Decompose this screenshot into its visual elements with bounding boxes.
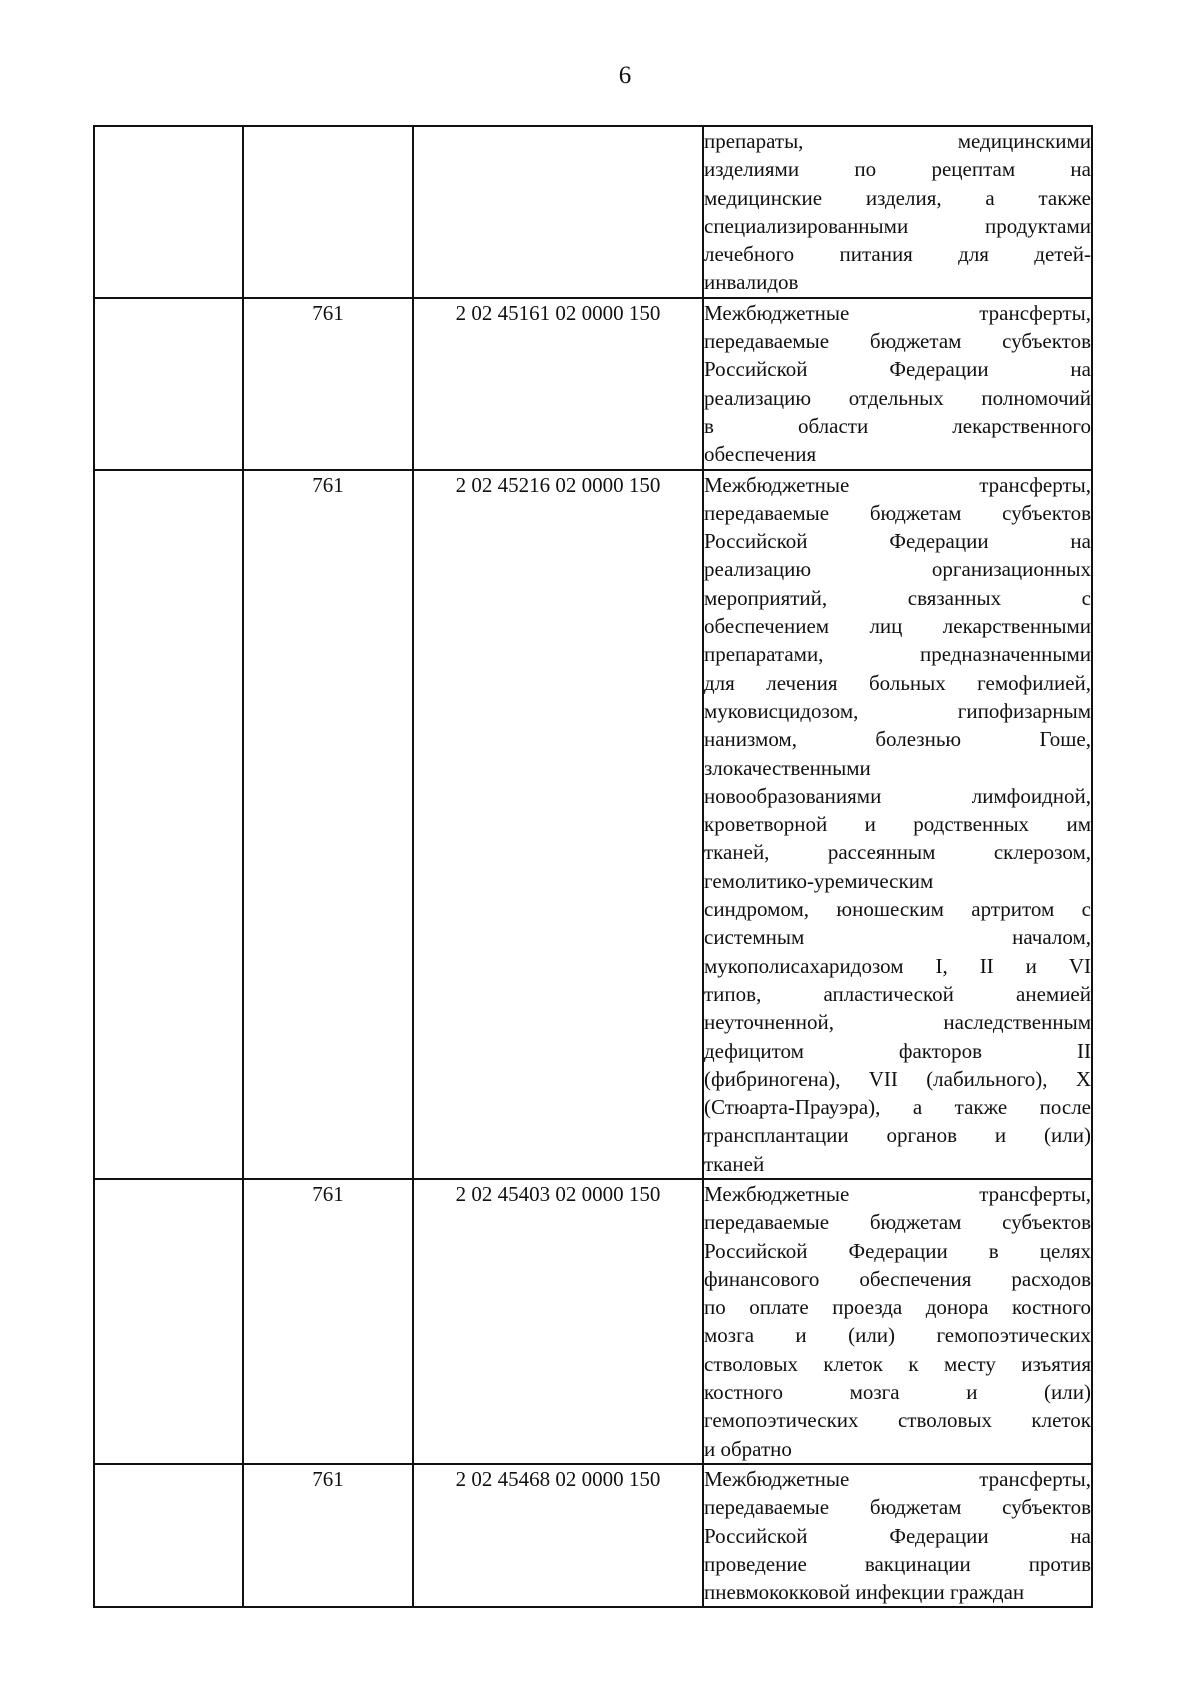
description-line: Межбюджетные трансферты, xyxy=(704,472,1091,497)
table-row xyxy=(94,1179,1092,1464)
table-body xyxy=(94,126,1092,1607)
description-line: по оплате проезда донора костного xyxy=(704,1295,1091,1320)
description-line: синдромом, юношеским артритом с xyxy=(704,897,1091,922)
description-cell xyxy=(703,1179,1092,1464)
description-line: неуточненной, наследственным xyxy=(704,1010,1091,1035)
description-cell xyxy=(703,126,1092,298)
description-line: стволовых клеток к месту изъятия xyxy=(704,1351,1091,1376)
empty-cell xyxy=(94,470,243,1179)
description-line: Российской Федерации на xyxy=(704,1523,1091,1548)
description-line: гемолитико-уремическим xyxy=(704,868,934,893)
description-line: Российской Федерации на xyxy=(704,357,1091,382)
description-line: финансового обеспечения расходов xyxy=(704,1266,1091,1291)
budget-codes-table xyxy=(93,125,1093,1608)
description-cell xyxy=(703,470,1092,1179)
budget-code-cell: 2 02 45216 02 0000 150 xyxy=(413,470,703,1179)
description-line: трансплантации органов и (или) xyxy=(704,1123,1091,1148)
description-line: Российской Федерации на xyxy=(704,529,1091,554)
description-line: изделиями по рецептам на xyxy=(704,157,1091,182)
description-line: передаваемые бюджетам субъектов xyxy=(704,1210,1091,1235)
description-line: (Стюарта-Прауэра), а также после xyxy=(704,1095,1091,1120)
table-row xyxy=(94,470,1092,1179)
description-line: и обратно xyxy=(704,1436,792,1461)
description-line: злокачественными xyxy=(704,755,871,780)
admin-code-cell: 761 xyxy=(243,1179,413,1464)
description-line: препараты, медицинскими xyxy=(704,129,1091,153)
admin-code-cell xyxy=(243,126,413,298)
budget-code-cell: 2 02 45403 02 0000 150 xyxy=(413,1179,703,1464)
description-line: системным началом, xyxy=(704,925,1091,950)
description-line: реализацию отдельных полномочий xyxy=(704,385,1091,410)
page-number: 6 xyxy=(618,62,632,89)
empty-cell xyxy=(94,298,243,470)
description-line: реализацию организационных xyxy=(704,557,1091,582)
description-line: дефицитом факторов II xyxy=(704,1038,1091,1063)
description-line: гемопоэтических стволовых клеток xyxy=(704,1408,1091,1433)
description-line: типов, апластической анемией xyxy=(704,981,1091,1006)
budget-code-cell: 2 02 45468 02 0000 150 xyxy=(413,1464,703,1607)
budget-code-cell xyxy=(413,126,703,298)
description-line: Межбюджетные трансферты, xyxy=(704,1181,1091,1206)
empty-cell xyxy=(94,1179,243,1464)
description-line: костного мозга и (или) xyxy=(704,1380,1091,1405)
description-line: передаваемые бюджетам субъектов xyxy=(704,500,1091,525)
description-line: новообразованиями лимфоидной, xyxy=(704,783,1091,808)
description-line: обеспечения xyxy=(704,442,817,467)
description-line: тканей xyxy=(704,1151,765,1176)
description-line: Межбюджетные трансферты, xyxy=(704,300,1091,325)
description-line: для лечения больных гемофилией, xyxy=(704,670,1091,695)
empty-cell xyxy=(94,1464,243,1607)
description-line: в области лекарственного xyxy=(704,413,1091,438)
description-line: передаваемые бюджетам субъектов xyxy=(704,329,1091,354)
description-line: лечебного питания для детей- xyxy=(704,242,1091,267)
table-row xyxy=(94,1464,1092,1607)
table-row xyxy=(94,126,1092,298)
description-line: нанизмом, болезнью Гоше, xyxy=(704,727,1091,752)
description-line: инвалидов xyxy=(704,270,799,295)
budget-code-cell: 2 02 45161 02 0000 150 xyxy=(413,298,703,470)
description-line: препаратами, предназначенными xyxy=(704,642,1091,667)
description-line: медицинские изделия, а также xyxy=(704,185,1091,210)
description-line: кроветворной и родственных им xyxy=(704,812,1091,837)
admin-code-cell: 761 xyxy=(243,298,413,470)
table-row xyxy=(94,298,1092,470)
description-cell xyxy=(703,298,1092,470)
admin-code-cell: 761 xyxy=(243,470,413,1179)
description-line: Межбюджетные трансферты, xyxy=(704,1466,1091,1491)
admin-code-cell: 761 xyxy=(243,1464,413,1607)
empty-cell xyxy=(94,126,243,298)
description-line: проведение вакцинации против xyxy=(704,1551,1091,1576)
description-line: обеспечением лиц лекарственными xyxy=(704,614,1091,639)
description-line: (фибриногена), VII (лабильного), X xyxy=(704,1066,1091,1091)
description-line: пневмококковой инфекции граждан xyxy=(704,1580,1025,1605)
description-line: передаваемые бюджетам субъектов xyxy=(704,1495,1091,1520)
description-line: Российской Федерации в целях xyxy=(704,1238,1091,1263)
description-line: муковисцидозом, гипофизарным xyxy=(704,698,1091,723)
description-line: мозга и (или) гемопоэтических xyxy=(704,1323,1091,1348)
description-cell xyxy=(703,1464,1092,1607)
description-line: мероприятий, связанных с xyxy=(704,585,1091,610)
description-line: мукополисахаридозом I, II и VI xyxy=(704,953,1091,978)
description-line: специализированными продуктами xyxy=(704,213,1091,238)
description-line: тканей, рассеянным склерозом, xyxy=(704,840,1091,865)
